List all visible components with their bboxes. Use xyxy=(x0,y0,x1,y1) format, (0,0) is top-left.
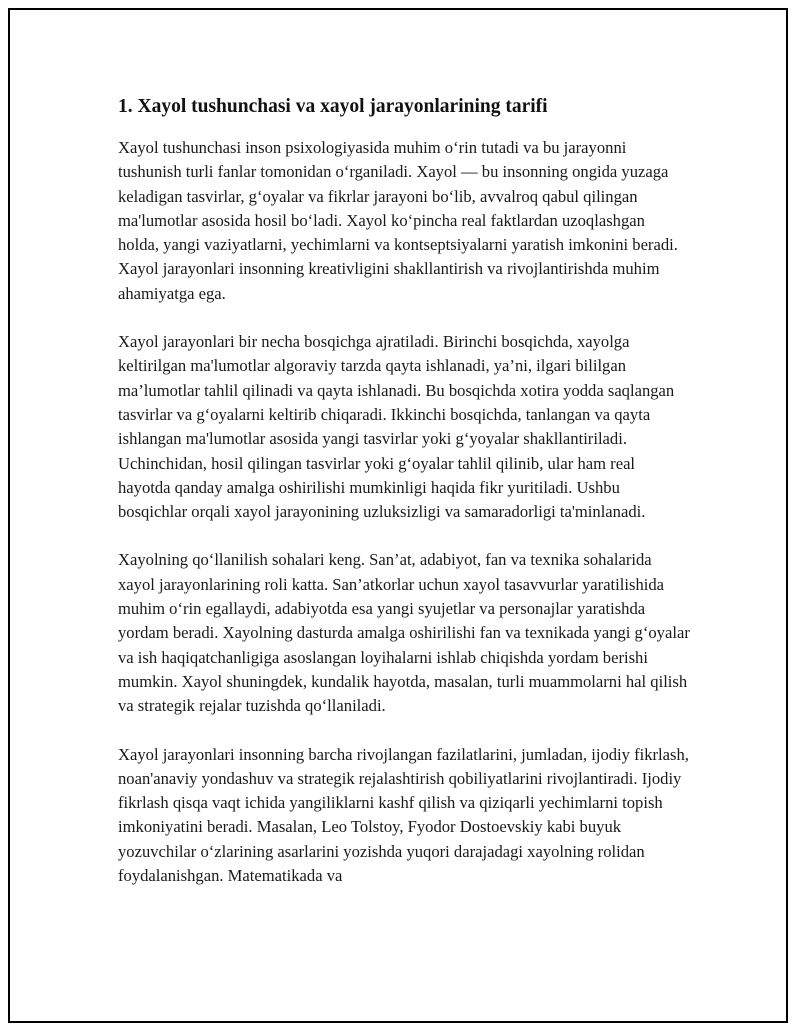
paragraph-3: Xayolning qoʻllanilish sohalari keng. San’at, adabiyot, fan va texnika sohalarida xayol jarayonlarining roli katta. San’atkorlar uchun xayol tasavvurlar yaratilishida muhim oʻrin egallaydi, adabiyotda esa yangi syujetlar va personajlar yaratishda yordam beradi. Xayolning dasturda amalga oshirilishi fan va texnikada yangi gʻoyalar va ish haqiqatchanligiga asoslangan loyihalarni ishlab chiqishda yordam berishi mumkin. Xayol shuningdek, kundalik hayotda, masalan, turli muammolarni hal qilish va strategik rejalar tuzishda qoʻllaniladi. xyxy=(118,550,690,716)
paragraph-1: Xayol tushunchasi inson psixologiyasida muhim oʻrin tutadi va bu jarayonni tushunish turli fanlar tomonidan oʻrganiladi. Xayol — bu insonning ongida yuzaga keladigan tasvirlar, gʻoyalar va fikrlar jarayoni boʻlib, avvalroq qabul qilingan ma'lumotlar asosida hosil boʻladi. Xayol koʻpincha real faktlardan uzoqlashgan holda, yangi vaziyatlarni, yechimlarni va kontseptsiyalarni yaratish imkonini beradi. Xayol jarayonlari insonning kreativligini shakllantirish va rivojlantirishda muhim ahamiyatga ega. xyxy=(118,138,678,303)
document-body xyxy=(118,92,690,912)
paragraph-4: Xayol jarayonlari insonning barcha rivojlangan fazilatlarini, jumladan, ijodiy fikrlash, noan'anaviy yondashuv va strategik rejalashtirish qobiliyatlarini rivojlantiradi. Ijodiy fikrlash qisqa vaqt ichida yangiliklarni kashf qilish va qiziqarli yechimlarni topish imkoniyatini beradi. Masalan, Leo Tolstoy, Fyodor Dostoevskiy kabi buyuk yozuvchilar oʻzlarining asarlarini yozishda yuqori darajadagi xayolning rolidan foydalanishgan. Matematikada va xyxy=(118,744,689,886)
section-heading: 1. Xayol tushunchasi va xayol jarayonlarining tarifi xyxy=(118,96,548,117)
paragraph-2: Xayol jarayonlari bir necha bosqichga ajratiladi. Birinchi bosqichda, xayolga keltirilgan ma'lumotlar algoraviy tarzda qayta ishlanadi, ya’ni, ilgari bililgan ma’lumotlar tahlil qilinadi va qayta ishlanadi. Bu bosqichda xotira yodda saqlangan tasvirlar va gʻoyalarni keltirib chiqaradi. Ikkinchi bosqichda, tanlangan va qayta ishlangan ma'lumotlar asosida yangi tasvirlar yoki gʻyoyalar shakllantiriladi. Uchinchidan, hosil qilingan tasvirlar yoki gʻoyalar tahlil qilinib, ular ham real hayotda qanday amalga oshirilishi mumkinligi haqida fikr yuritiladi. Ushbu bosqichlar orqali xayol jarayonining uzluksizligi va samaradorligi ta'minlanadi. xyxy=(118,332,675,522)
